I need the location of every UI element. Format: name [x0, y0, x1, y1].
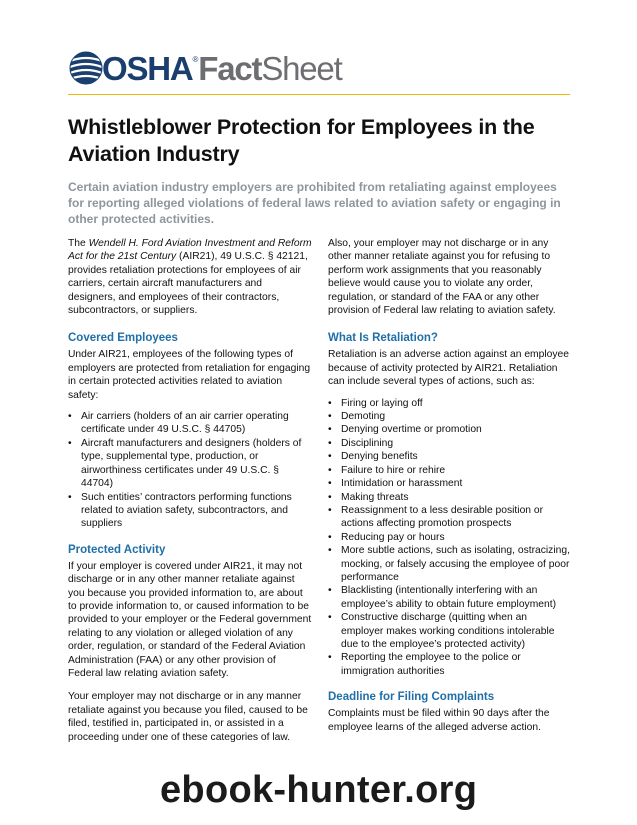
page-title: Whistleblower Protection for Employees in the Aviation Industry — [68, 115, 535, 166]
list-item-text: Aircraft manufacturers and designers (holders of type, supplemental type, production, or airworthiness certificates under 49 U.S.C. § 44704) — [81, 437, 302, 490]
logo-registered-mark: ® — [192, 54, 198, 64]
list-item — [328, 477, 572, 490]
list-item-text: Reassignment to a less desirable position or actions affecting promotion prospects — [341, 504, 544, 530]
bullet-icon: • — [328, 397, 332, 409]
covered-employees-heading: Covered Employees — [68, 332, 178, 345]
list-item-text: Making threats — [341, 491, 409, 503]
left-column — [68, 237, 312, 744]
list-item-text: Air carriers (holders of an air carrier operating certificate under 49 U.S.C. § 44705) — [81, 411, 289, 436]
osha-factsheet-logo — [68, 50, 342, 86]
list-item — [328, 651, 572, 678]
covered-employees-text: Under AIR21, employees of the following types of employers are protected from retaliation for engaging in certain protected activities related to aviation safety: — [68, 349, 311, 401]
deadline-text: Complaints must be filed within 90 days after the employee learns of the alleged adverse action. — [328, 708, 550, 733]
list-item — [328, 410, 572, 423]
list-item — [328, 437, 572, 450]
bullet-icon: • — [328, 424, 332, 436]
deadline-heading: Deadline for Filing Complaints — [328, 691, 495, 704]
list-item — [68, 491, 312, 531]
act-name: Wendell H. Ford Aviation Investment and Reform Act for the 21st Century — [68, 238, 312, 263]
intro-summary: Certain aviation industry employers are prohibited from retaliating against employees for reporting alleged violations of federal laws related to aviation safety or engaging in other protected activities. — [68, 180, 561, 226]
list-item-text: Such entities’ contractors performing functions related to aviation safety, subcontractors, and suppliers — [81, 491, 292, 530]
bullet-icon: • — [68, 411, 72, 423]
logo-osha-text: OSHA — [102, 49, 193, 87]
bullet-icon: • — [328, 652, 332, 664]
osha-globe-icon — [68, 50, 104, 86]
bullet-icon: • — [328, 531, 332, 543]
proceeding-protection-text: Your employer may not discharge or in any manner retaliate against you because you filed, caused to be filed, testified in, participated in, or assisted in a proceeding under one of these categories of law. — [68, 691, 308, 743]
bullet-icon: • — [328, 437, 332, 449]
protected-activity-heading: Protected Activity — [68, 543, 166, 556]
what-is-retaliation-heading: What Is Retaliation? — [328, 332, 438, 345]
bullet-icon: • — [328, 545, 332, 557]
work-refusal-text: Also, your employer may not discharge or in any other manner retaliate against you for refusing to perform work assignments that you reasonably believe would cause you to violate any order, regulation, or standard of the FAA or any other provision of Federal law relating to aviation safety. — [328, 238, 556, 317]
bullet-icon: • — [68, 437, 72, 449]
list-item-text: Denying overtime or promotion — [341, 424, 482, 436]
list-item — [68, 410, 312, 437]
bullet-icon: • — [328, 478, 332, 490]
list-item — [68, 437, 312, 491]
right-column — [328, 237, 572, 734]
bullet-icon: • — [328, 464, 332, 476]
list-item-text: Denying benefits — [341, 451, 418, 463]
list-item — [328, 464, 572, 477]
list-item-text: More subtle actions, such as isolating, ostracizing, mocking, or falsely accusing the employee of poor performance — [341, 545, 570, 583]
list-item — [328, 504, 572, 531]
bullet-icon: • — [68, 491, 72, 503]
bullet-icon: • — [328, 504, 332, 516]
list-item — [328, 423, 572, 436]
list-item — [328, 450, 572, 463]
list-item-text: Blacklisting (intentionally interfering with an employee’s ability to obtain future employment) — [341, 585, 557, 610]
list-item-text: Reporting the employee to the police or immigration authorities — [341, 652, 521, 677]
header-divider — [68, 94, 570, 95]
logo-fact-text: Fact — [198, 49, 262, 87]
list-item — [328, 584, 572, 611]
covered-employers-list — [68, 410, 312, 531]
overview-lead: The — [68, 238, 89, 249]
bullet-icon: • — [328, 451, 332, 463]
air21-overview — [68, 237, 312, 317]
list-item — [328, 531, 572, 544]
bullet-icon: • — [328, 411, 332, 423]
bullet-icon: • — [328, 612, 332, 624]
watermark-text: ebook-hunter.org — [160, 769, 478, 811]
list-item — [328, 544, 572, 584]
list-item-text: Firing or laying off — [341, 397, 423, 409]
protected-activity-text: If your employer is covered under AIR21, it may not discharge or in any other manner retaliate against you because you provided information to, are about to provide information to, or caused information to be provided to your employer or the Federal government relating to any violation or alleged violation of any order, regulation, or standard of the Federal Aviation Administration (FAA) or any other provision of Federal law relating aviation safety. — [68, 560, 312, 679]
list-item-text: Disciplining — [341, 437, 394, 449]
bullet-icon: • — [328, 585, 332, 597]
list-item-text: Failure to hire or rehire — [341, 464, 446, 476]
list-item-text: Reducing pay or hours — [341, 531, 445, 543]
list-item — [328, 491, 572, 504]
logo-sheet-text: Sheet — [261, 49, 342, 87]
retaliation-actions-list — [328, 397, 572, 679]
list-item-text: Intimidation or harassment — [341, 478, 463, 490]
list-item-text: Demoting — [341, 411, 386, 423]
overview-rest: (AIR21), 49 U.S.C. § 42121, provides retaliation protections for employees of air carriers, certain aircraft manufacturers and designers, and employees of their contractors, subcontractors, or suppliers. — [68, 251, 308, 317]
list-item-text: Constructive discharge (quitting when an employer makes working conditions intolerable due to the employee’s protected activity) — [341, 612, 555, 650]
bullet-icon: • — [328, 491, 332, 503]
list-item — [328, 611, 572, 651]
retaliation-definition: Retaliation is an adverse action against an employee because of activity protected by AIR21. Retaliation can include several types of actions, such as: — [328, 349, 569, 388]
list-item — [328, 397, 572, 410]
